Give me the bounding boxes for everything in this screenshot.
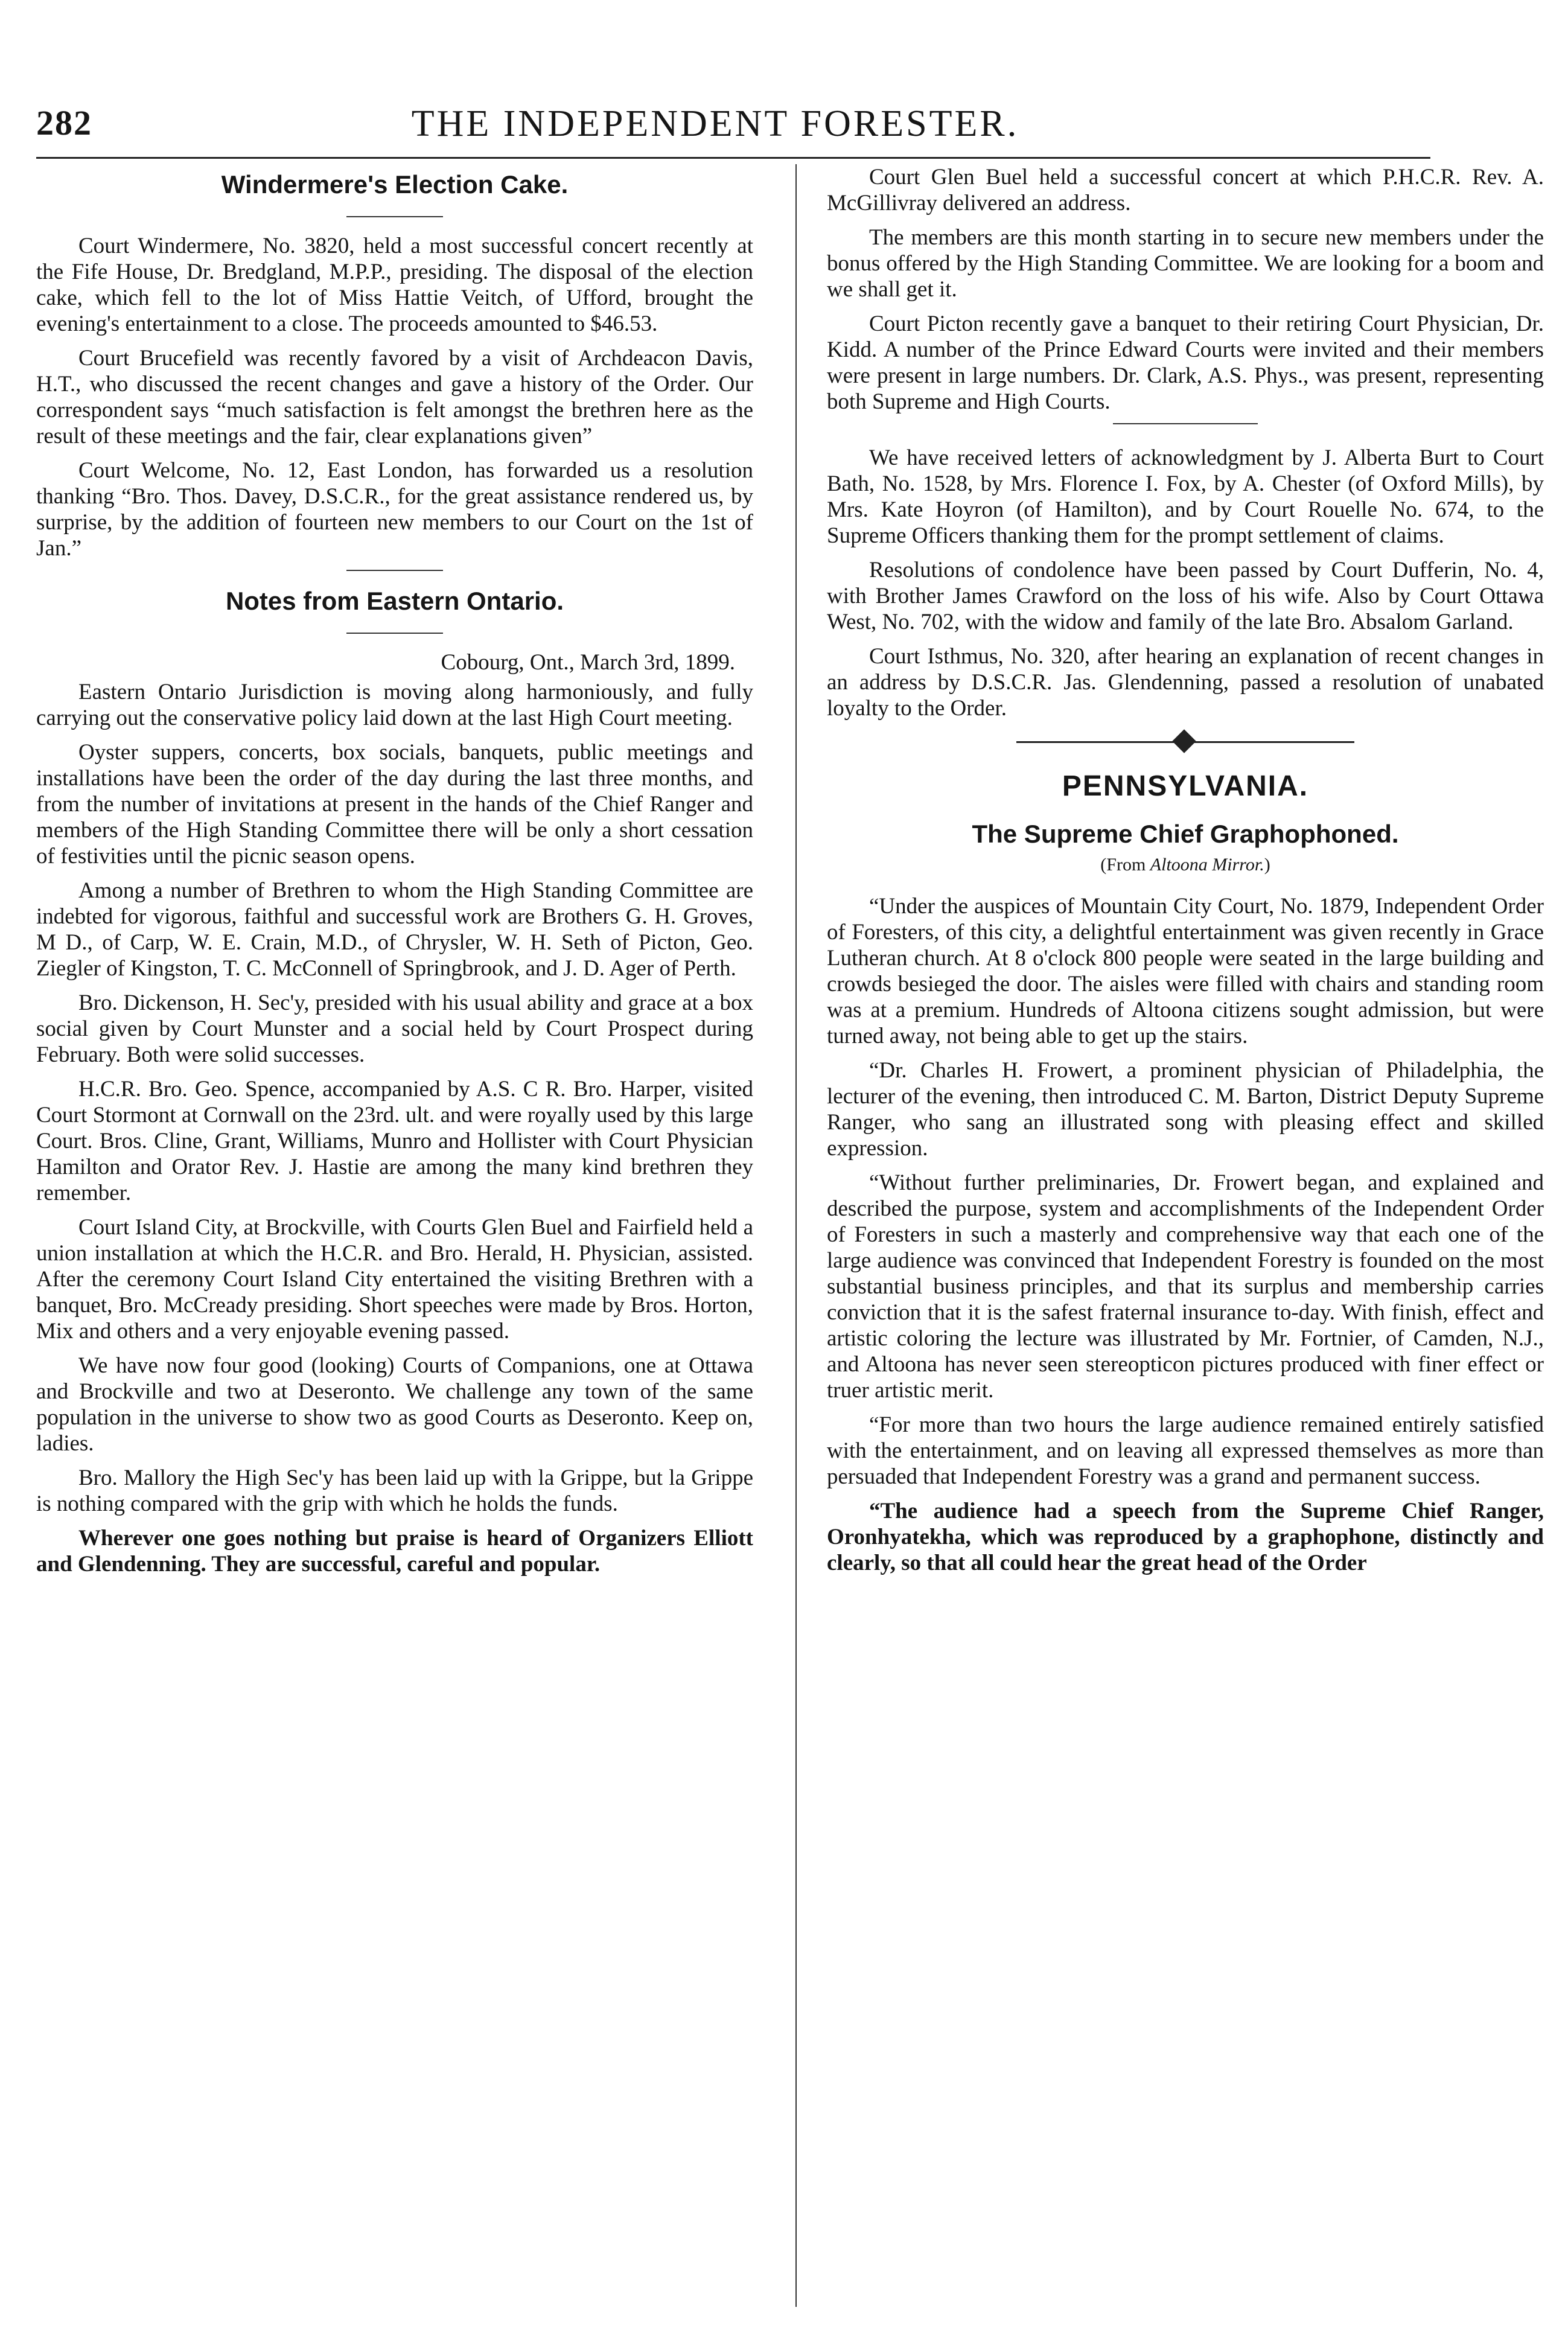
section-rule [1113,423,1258,424]
section-rule [346,570,443,571]
paragraph: Court Picton recently gave a banquet to their retiring Court Physician, Dr. Kidd. A number of the Prince Edward Courts were invited and their members were present in large numbers. Dr. Clark, A.S. Phys., was present, representing both Supreme and High Courts. [827,311,1544,414]
ornamental-divider [1016,730,1354,754]
left-column [36,164,753,1586]
paragraph: “Dr. Charles H. Frowert, a prominent physician of Philadelphia, the lecturer of the evening, then introduced C. M. Barton, District Deputy Supreme Ranger, who sang an illustrated song with pleasing effect and skilled expression. [827,1058,1544,1161]
paragraph: We have received letters of acknowledgment by J. Alberta Burt to Court Bath, No. 1528, by Mrs. Florence I. Fox, by A. Chester (of Oxford Mills), by Mrs. Kate Hoyron (of Hamilton), and by Court Rouelle No. 674, to the Supreme Officers thanking them for the prompt settlement of claims. [827,445,1544,548]
paragraph: “The audience had a speech from the Supreme Chief Ranger, Oronhyatekha, which was reproduced by a graphophone, distinctly and clearly, so that all could hear the great head of the Order [827,1499,1544,1575]
paragraph: Resolutions of condolence have been passed by Court Dufferin, No. 4, with Brother James Crawford on the loss of his wife. Also by Court Ottawa West, No. 702, with the widow and family of the late Bro. Absalom Garland. [827,558,1544,634]
paragraph: Court Windermere, No. 3820, held a most successful concert recently at the Fife House, Dr. Bredgland, M.P.P., presiding. The disposal of the election cake, which fell to the lot of Miss Hattie Veitch, of Ufford, brought the evening's entertainment to a close. The proceeds amounted to $46.53. [36,234,753,336]
paragraph: Court Isthmus, No. 320, after hearing an explanation of recent changes in an address by D.S.C.R. Jas. Glendenning, passed a resolution of unabated loyalty to the Order. [827,644,1544,721]
paragraph: Court Brucefield was recently favored by a visit of Archdeacon Davis, H.T., who discussed the recent changes and gave a history of the Order. Our correspondent says “much satisfaction is felt amongst the brethren here as the result of these meetings and the fair, clear explanations given” [36,346,753,448]
column-divider [795,164,797,2307]
paragraph: “For more than two hours the large audience remained entirely satisfied with the entertainment, and on leaving all expressed themselves as more than persuaded that Independent Forestry was a grand and permanent success. [827,1412,1544,1489]
paragraph: Oyster suppers, concerts, box socials, banquets, public meetings and installations have been the order of the day during the last three months, and from the number of invitations at present in the hands of the Chief Ranger and members of the High Standing Committee there will be only a short cessation of festivities until the picnic season opens. [36,740,753,869]
paragraph: “Without further preliminaries, Dr. Frowert began, and explained and described the purpose, system and accomplishments of the Independent Order of Foresters in such a masterly and comprehensive way that each one of the large audience was convinced that Independent Forestry is founded on the most substantial business principles, and that its surplus and membership carries conviction that it is the safest fraternal insurance to-day. With finish, effect and artistic coloring the lecture was illustrated by Mr. Fortnier, of Camden, N.J., and Altoona has never seen stereopticon pictures produced with finer effect or truer artistic merit. [827,1170,1544,1403]
paragraph: Court Welcome, No. 12, East London, has forwarded us a resolution thanking “Bro. Thos. Davey, D.S.C.R., for the great assistance rendered us, by surprise, by the addition of fourteen new members to our Court on the 1st of Jan.” [36,458,753,561]
paragraph: Bro. Dickenson, H. Sec'y, presided with his usual ability and grace at a box social given by Court Munster and a social held by Court Prospect during February. Both were solid successes. [36,990,753,1067]
dateline: Cobourg, Ont., March 3rd, 1899. [441,650,735,675]
paragraph: Bro. Mallory the High Sec'y has been laid up with la Grippe, but la Grippe is nothing compared with the grip with which he holds the funds. [36,1465,753,1516]
paragraph: Wherever one goes nothing but praise is heard of Organizers Elliott and Glendenning. They are successful, careful and popular. [36,1526,753,1577]
source-prefix: (From [1100,855,1146,875]
article-title-windermere: Windermere's Election Cake. [221,170,569,199]
paragraph: Eastern Ontario Jurisdiction is moving along harmoniously, and fully carrying out the conservative policy laid down at the last High Court meeting. [36,680,753,730]
paragraph: The members are this month starting in to secure new members under the bonus offered by the High Standing Committee. We are looking for a boom and we shall get it. [827,225,1544,302]
paragraph: “Under the auspices of Mountain City Court, No. 1879, Independent Order of Foresters, of this city, a delightful entertainment was given recently in Grace Lutheran church. At 8 o'clock 800 people were seated in the large building and crowds besieged the door. The aisles were filled with chairs and standing room was at a premium. Hundreds of Altoona citizens sought admission, but were turned away, not being able to get up the stairs. [827,894,1544,1048]
paragraph: Court Island City, at Brockville, with Courts Glen Buel and Fairfield held a union installation at which the H.C.R. and Bro. Herald, H. Physician, assisted. After the ceremony Court Island City entertained the visiting Brethren with a banquet, Bro. McCready presiding. Short speeches were made by Bros. Horton, Mix and others and a very enjoyable evening passed. [36,1215,753,1344]
article-title-eastern-ontario: Notes from Eastern Ontario. [225,587,564,615]
paragraph: H.C.R. Bro. Geo. Spence, accompanied by A.S. C R. Bro. Harper, visited Court Stormont at Cornwall on the 23rd. ult. and were royally used by this large Court. Bros. Cline, Grant, Williams, Munro and Hollister with Court Physician Hamilton and Orator Rev. J. Hastie are among the many kind brethren they remember. [36,1077,753,1205]
diamond-icon [1172,729,1196,753]
paragraph: Among a number of Brethren to whom the High Standing Committee are indebted for vigorous, faithful and successful work are Brothers G. H. Groves, M D., of Carp, W. E. Crain, M.D., of Chrysler, W. H. Seth of Picton, Geo. Ziegler of Kingston, T. C. McConnell of Springbrook, and J. D. Ager of Perth. [36,878,753,981]
article-title-graphophoned: The Supreme Chief Graphophoned. [972,820,1399,848]
header-rule [36,157,1430,159]
source-name: Altoona Mirror. [1150,855,1264,875]
state-heading: PENNSYLVANIA. [1062,770,1309,802]
page-header [18,91,1412,157]
page-number: 282 [36,103,92,142]
section-rule [346,633,443,634]
running-title: THE INDEPENDENT FORESTER. [411,103,1019,144]
right-column [827,164,1544,1584]
paragraph: We have now four good (looking) Courts of Companions, one at Ottawa and Brockville and two at Deseronto. We challenge any town of the same population in the universe to show two as good Courts as Deseronto. Keep on, ladies. [36,1353,753,1456]
section-rule [346,216,443,217]
paragraph: Court Glen Buel held a successful concert at which P.H.C.R. Rev. A. McGillivray delivered an address. [827,165,1544,215]
source-suffix: ) [1264,855,1270,875]
source-credit [827,855,1544,875]
